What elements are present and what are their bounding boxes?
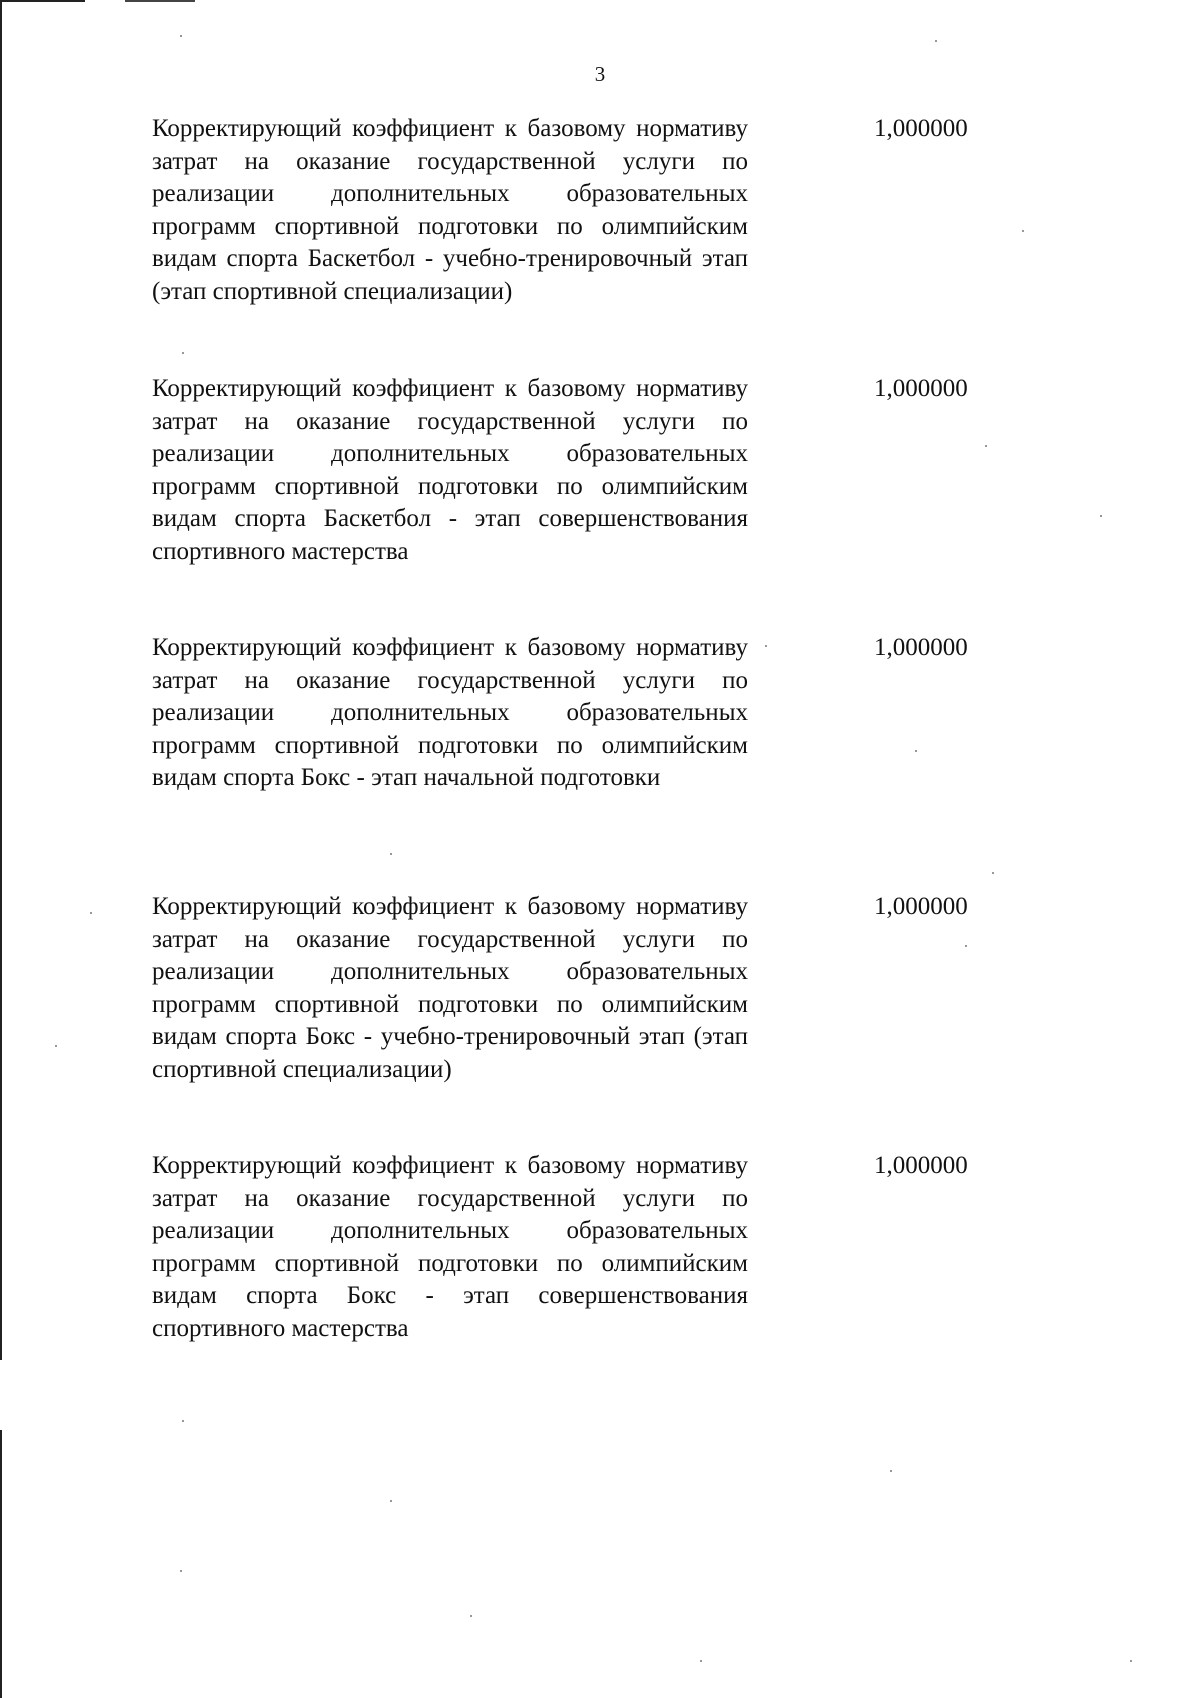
- coefficient-entry: [152, 891, 1152, 1086]
- scan-speck: [90, 912, 92, 914]
- entry-description: Корректирующий коэффициент к базовому нормативу затрат на оказание государственной услуги по реализации дополнительных образовательных программ спортивной подготовки по олимпийским видам спорта Бокс - этап совершенствования спортивного мастерства: [152, 1152, 748, 1342]
- scan-speck: [470, 1615, 472, 1617]
- scan-border-left-bottom: [0, 1430, 2, 1698]
- entry-description: Корректирующий коэффициент к базовому нормативу затрат на оказание государственной услуги по реализации дополнительных образовательных программ спортивной подготовки по олимпийским видам спорта Баскетбол - учебно-тренировочный этап (этап спортивной специализации): [152, 115, 748, 305]
- entry-value: 1,000000: [874, 1152, 968, 1179]
- scan-border-top: [0, 0, 85, 2]
- scan-speck: [965, 945, 967, 947]
- scan-speck: [390, 1500, 392, 1502]
- coefficient-entry: [152, 1150, 1152, 1345]
- scan-border-top-fragment: [125, 0, 195, 2]
- scan-speck: [1130, 1660, 1132, 1662]
- page-number: 3: [594, 62, 606, 86]
- entry-description: Корректирующий коэффициент к базовому нормативу затрат на оказание государственной услуги по реализации дополнительных образовательных программ спортивной подготовки по олимпийским видам спорта Баскетбол - этап совершенствования спортивного мастерства: [152, 375, 748, 565]
- entry-description: Корректирующий коэффициент к базовому нормативу затрат на оказание государственной услуги по реализации дополнительных образовательных программ спортивной подготовки по олимпийским видам спорта Бокс - этап начальной подготовки: [152, 634, 748, 791]
- coefficient-entry: [152, 632, 1152, 795]
- scan-speck: [1022, 230, 1024, 232]
- scan-speck: [700, 1660, 702, 1662]
- scan-speck: [55, 1045, 57, 1047]
- scan-speck: [182, 352, 184, 354]
- scan-speck: [182, 1420, 184, 1422]
- scan-speck: [992, 872, 994, 874]
- scan-speck: [935, 40, 937, 42]
- entry-value: 1,000000: [874, 893, 968, 920]
- entry-description: Корректирующий коэффициент к базовому нормативу затрат на оказание государственной услуги по реализации дополнительных образовательных программ спортивной подготовки по олимпийским видам спорта Бокс - учебно-тренировочный этап (этап спортивной специализации): [152, 893, 748, 1083]
- scan-speck: [985, 445, 987, 447]
- scan-speck: [890, 1470, 892, 1472]
- coefficient-entry: [152, 373, 1152, 568]
- coefficient-entry: [152, 113, 1152, 308]
- scan-speck: [765, 645, 767, 647]
- scan-speck: [180, 1570, 182, 1572]
- scan-speck: [390, 853, 392, 855]
- scan-speck: [180, 35, 182, 37]
- entry-value: 1,000000: [874, 375, 968, 402]
- entry-value: 1,000000: [874, 634, 968, 661]
- scan-speck: [1100, 515, 1102, 517]
- scan-speck: [915, 750, 917, 752]
- scan-border-left: [0, 0, 2, 1360]
- entry-value: 1,000000: [874, 115, 968, 142]
